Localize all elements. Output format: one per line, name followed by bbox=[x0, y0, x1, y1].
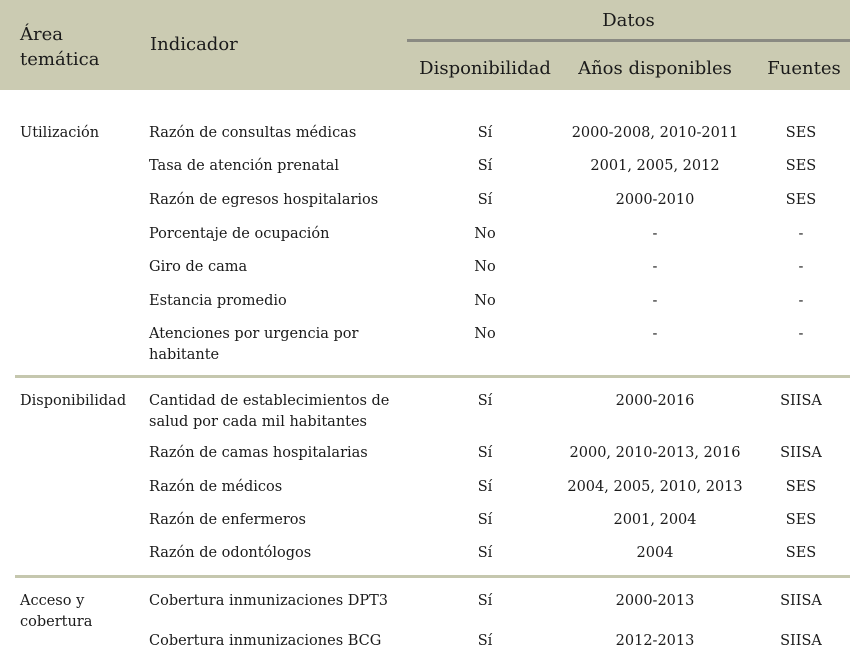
table-row-availability: Sí bbox=[477, 125, 493, 141]
table-row-years: - bbox=[652, 226, 658, 242]
table-row-availability: Sí bbox=[477, 512, 493, 528]
table-row-years: - bbox=[652, 293, 658, 309]
table-row-years: 2001, 2005, 2012 bbox=[590, 158, 720, 174]
table-row-source: - bbox=[798, 326, 804, 342]
table-row-availability: Sí bbox=[477, 445, 493, 461]
table-row-source: SES bbox=[785, 479, 817, 495]
table-row-availability: Sí bbox=[477, 393, 493, 409]
table-row-availability: No bbox=[474, 293, 496, 309]
header-datos: Datos bbox=[602, 10, 655, 31]
table-row-years: 2012-2013 bbox=[615, 633, 695, 649]
table-row-source: SIISA bbox=[780, 393, 822, 409]
table-row-availability: Sí bbox=[477, 192, 493, 208]
table-row-indicator: Cantidad de establecimientos de salud por cada mil habitantes bbox=[149, 393, 390, 430]
section-area-label: Utilización bbox=[20, 125, 100, 141]
table-row-years: 2000-2010 bbox=[615, 192, 695, 208]
section-divider bbox=[15, 375, 850, 378]
table-row-years: - bbox=[652, 326, 658, 342]
table-row-source: SES bbox=[785, 512, 817, 528]
table-row-availability: No bbox=[474, 326, 496, 342]
table-row-years: 2000-2016 bbox=[615, 393, 695, 409]
table-row-source: - bbox=[798, 259, 804, 275]
table-row-availability: Sí bbox=[477, 479, 493, 495]
table-row-availability: Sí bbox=[477, 633, 493, 649]
table-row-indicator: Estancia promedio bbox=[149, 293, 287, 309]
table-row-years: - bbox=[652, 259, 658, 275]
table-row-indicator: Porcentaje de ocupación bbox=[149, 226, 330, 242]
table-row-indicator: Cobertura inmunizaciones DPT3 bbox=[149, 593, 389, 609]
table-row-source: SES bbox=[785, 158, 817, 174]
table-row-source: SIISA bbox=[780, 593, 822, 609]
table-row-indicator: Razón de médicos bbox=[149, 479, 283, 495]
table-row-source: SIISA bbox=[780, 445, 822, 461]
table-row-indicator: Razón de camas hospitalarias bbox=[149, 445, 368, 461]
header-fuentes: Fuentes bbox=[767, 58, 841, 79]
table-row-years: 2001, 2004 bbox=[613, 512, 697, 528]
table-row-years: 2000, 2010-2013, 2016 bbox=[569, 445, 741, 461]
table-row-indicator: Atenciones por urgencia por habitante bbox=[149, 326, 359, 363]
table-row-source: - bbox=[798, 226, 804, 242]
section-area-label: Disponibilidad bbox=[20, 393, 127, 409]
table-row-availability: Sí bbox=[477, 593, 493, 609]
table-row-availability: No bbox=[474, 259, 496, 275]
header-indicador: Indicador bbox=[150, 34, 238, 55]
header-anos-disponibles: Años disponibles bbox=[578, 58, 732, 79]
table-row-source: - bbox=[798, 293, 804, 309]
header-disponibilidad: Disponibilidad bbox=[419, 58, 551, 79]
table-row-years: 2004 bbox=[636, 545, 674, 561]
table-row-indicator: Razón de consultas médicas bbox=[149, 125, 357, 141]
section-area-label: Acceso y cobertura bbox=[20, 593, 93, 630]
table-row-indicator: Giro de cama bbox=[149, 259, 248, 275]
header-area-tematica: Área temática bbox=[20, 24, 100, 70]
table-row-years: 2000-2013 bbox=[615, 593, 695, 609]
table-row-indicator: Cobertura inmunizaciones BCG bbox=[149, 633, 382, 649]
table-row-source: SES bbox=[785, 125, 817, 141]
table-row-source: SIISA bbox=[780, 633, 822, 649]
table-row-source: SES bbox=[785, 192, 817, 208]
table-row-indicator: Razón de egresos hospitalarios bbox=[149, 192, 379, 208]
table-row-availability: Sí bbox=[477, 158, 493, 174]
table-row-indicator: Razón de enfermeros bbox=[149, 512, 306, 528]
table-row-indicator: Razón de odontólogos bbox=[149, 545, 312, 561]
table-row-indicator: Tasa de atención prenatal bbox=[149, 158, 340, 174]
table-row-source: SES bbox=[785, 545, 817, 561]
table-row-years: 2004, 2005, 2010, 2013 bbox=[567, 479, 743, 495]
table-row-availability: No bbox=[474, 226, 496, 242]
section-divider bbox=[15, 575, 850, 578]
table-row-years: 2000-2008, 2010-2011 bbox=[571, 125, 739, 141]
table-row-availability: Sí bbox=[477, 545, 493, 561]
header-datos-rule bbox=[407, 39, 850, 42]
